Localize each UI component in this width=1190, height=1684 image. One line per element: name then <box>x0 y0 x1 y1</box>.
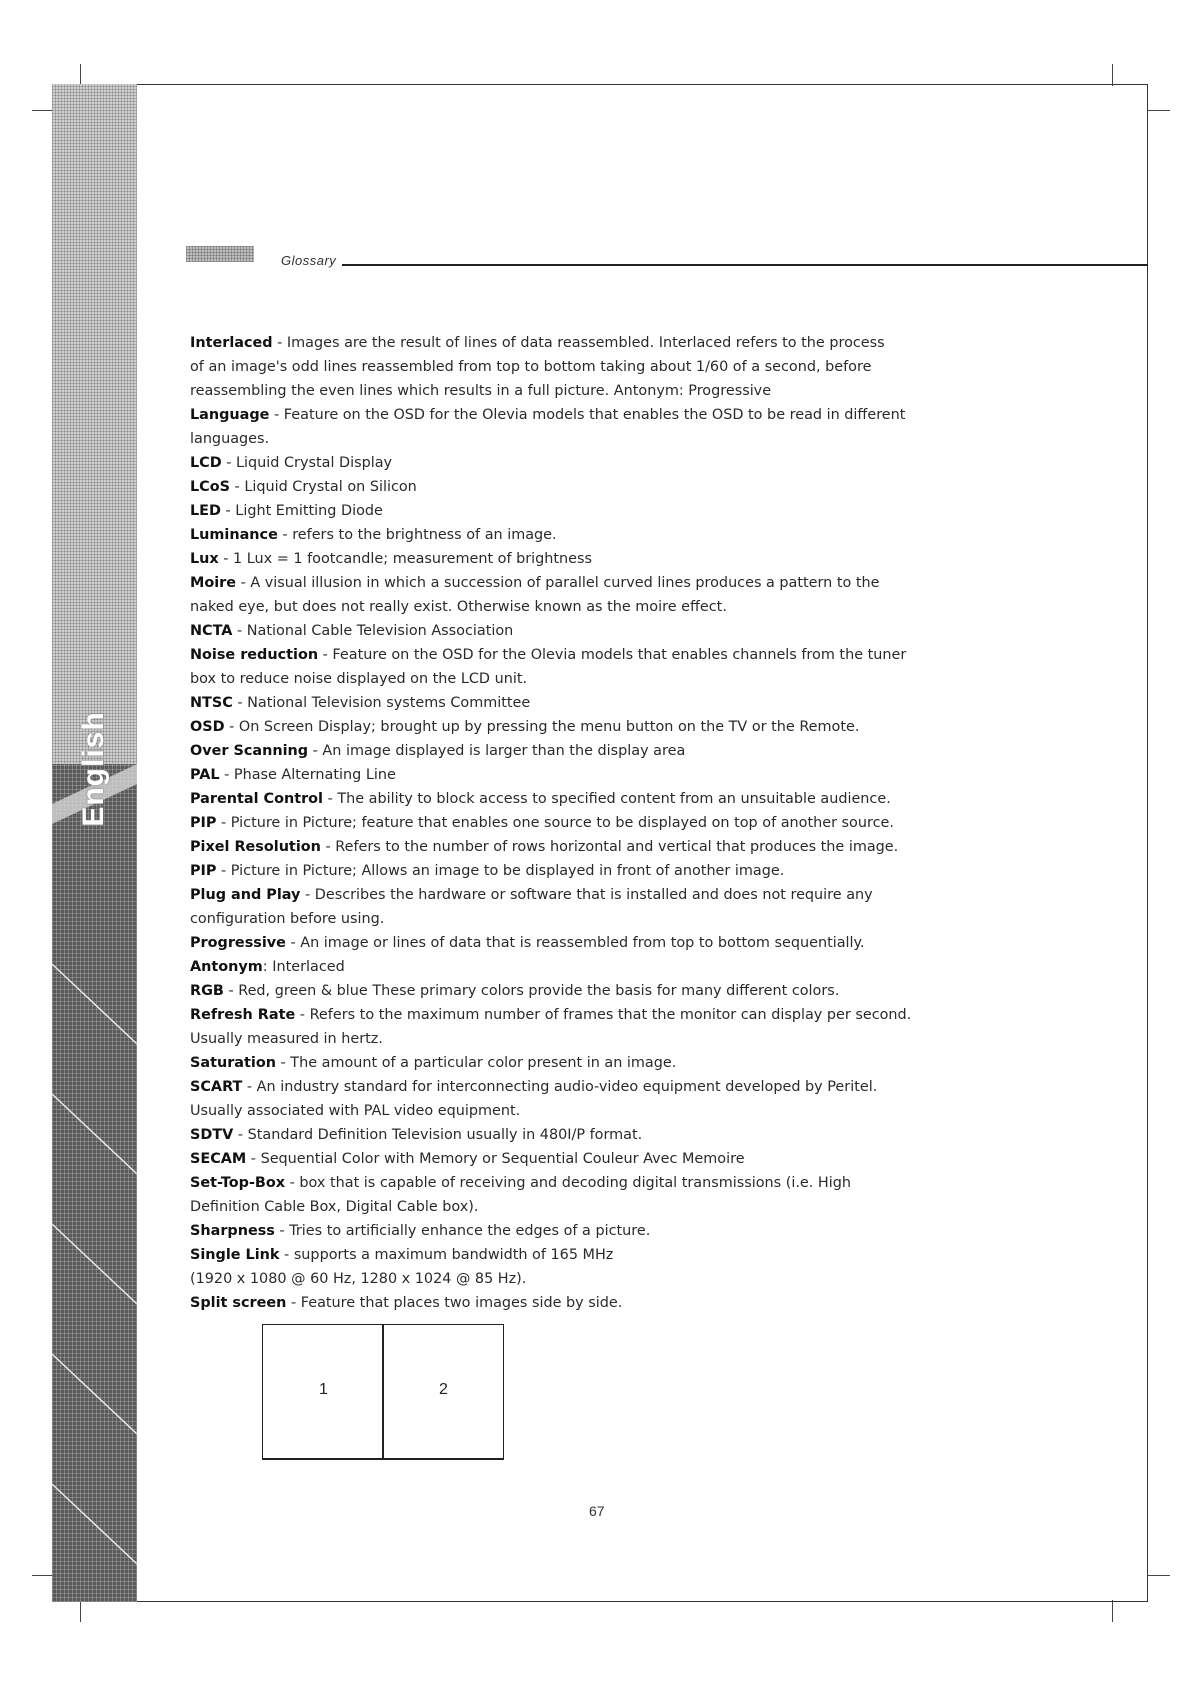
glossary-entry <box>190 451 1010 475</box>
glossary-separator: - <box>219 767 234 783</box>
glossary-list <box>190 331 1010 1315</box>
header-rule <box>342 264 1148 266</box>
glossary-definition-continued: Usually associated with PAL video equipment. <box>190 1103 521 1119</box>
glossary-separator: - <box>295 1007 310 1023</box>
glossary-definition: An image or lines of data that is reassembled from top to bottom sequentially. <box>300 935 865 951</box>
glossary-separator: - <box>229 479 245 495</box>
glossary-definition: Phase Alternating Line <box>233 767 396 783</box>
glossary-separator: - <box>216 815 231 831</box>
glossary-definition-continued: languages. <box>190 431 270 447</box>
glossary-separator: - <box>277 527 293 543</box>
glossary-definition: Picture in Picture; feature that enables one source to be displayed on top of another source. <box>230 815 894 831</box>
glossary-term: OSD <box>190 719 225 735</box>
glossary-definition: box that is capable of receiving and decoding digital transmissions (i.e. High <box>299 1175 851 1191</box>
glossary-separator: : <box>262 959 273 975</box>
glossary-term: Antonym <box>190 959 263 975</box>
glossary-term: LCD <box>190 455 222 471</box>
glossary-definition: Tries to artificially enhance the edges of a picture. <box>289 1223 651 1239</box>
crop-mark <box>1148 110 1170 111</box>
glossary-definition: supports a maximum bandwidth of 165 MHz <box>293 1247 614 1263</box>
glossary-entry <box>190 979 1010 1003</box>
glossary-definition: Refers to the maximum number of frames that the monitor can display per second. <box>309 1007 912 1023</box>
glossary-term: Interlaced <box>190 335 273 351</box>
glossary-entry <box>190 859 1010 883</box>
section-title: Glossary <box>281 253 337 268</box>
glossary-entry <box>190 331 1010 403</box>
glossary-entry <box>190 1171 1010 1219</box>
glossary-separator: - <box>224 719 239 735</box>
glossary-entry <box>190 1147 1010 1171</box>
split-screen-pane-1-label: 1 <box>319 1381 328 1398</box>
glossary-entry <box>190 1123 1010 1147</box>
glossary-term: Single Link <box>190 1247 280 1263</box>
page-frame-bottom <box>52 1601 1148 1602</box>
glossary-separator: - <box>320 839 336 855</box>
glossary-definition-continued: Usually measured in hertz. <box>190 1031 383 1047</box>
glossary-entry <box>190 1219 1010 1243</box>
glossary-entry <box>190 499 1010 523</box>
glossary-separator: - <box>216 863 231 879</box>
glossary-term: Saturation <box>190 1055 276 1071</box>
glossary-definition: National Television systems Committee <box>247 695 531 711</box>
glossary-separator: - <box>272 335 287 351</box>
crop-mark <box>80 1600 81 1622</box>
glossary-definition: A visual illusion in which a succession of parallel curved lines produces a pattern to the <box>250 575 880 591</box>
glossary-entry <box>190 763 1010 787</box>
glossary-definition: An image displayed is larger than the display area <box>322 743 686 759</box>
glossary-definition: 1 Lux = 1 footcandle; measurement of brightness <box>233 551 593 567</box>
glossary-term: Parental Control <box>190 791 323 807</box>
glossary-term: Language <box>190 407 270 423</box>
glossary-separator: - <box>286 1295 301 1311</box>
side-tab-label: English <box>77 711 110 827</box>
glossary-entry <box>190 1075 1010 1123</box>
glossary-term: RGB <box>190 983 224 999</box>
glossary-separator: - <box>274 1223 290 1239</box>
glossary-definition-continued: Definition Cable Box, Digital Cable box). <box>190 1199 479 1215</box>
glossary-definition: Sequential Color with Memory or Sequential Couleur Avec Memoire <box>260 1151 745 1167</box>
glossary-separator: - <box>220 503 236 519</box>
glossary-term: Moire <box>190 575 236 591</box>
glossary-definition: Feature on the OSD for the Olevia models that enables the OSD to be read in different <box>283 407 906 423</box>
glossary-term: Plug and Play <box>190 887 301 903</box>
crop-mark <box>1112 64 1113 86</box>
crop-mark <box>32 110 54 111</box>
glossary-entry <box>190 1243 1010 1291</box>
glossary-definition-continued: reassembling the even lines which results in a full picture. Antonym: Progressive <box>190 383 772 399</box>
glossary-separator: - <box>232 623 247 639</box>
glossary-entry <box>190 547 1010 571</box>
glossary-definition: Feature on the OSD for the Olevia models that enables channels from the tuner <box>332 647 907 663</box>
glossary-separator: - <box>232 695 248 711</box>
glossary-entry <box>190 475 1010 499</box>
glossary-definition: Picture in Picture; Allows an image to be displayed in front of another image. <box>230 863 785 879</box>
glossary-separator: - <box>308 743 323 759</box>
glossary-entry <box>190 787 1010 811</box>
glossary-term: Noise reduction <box>190 647 319 663</box>
glossary-entry <box>190 955 1010 979</box>
glossary-entry <box>190 835 1010 859</box>
glossary-entry <box>190 403 1010 451</box>
glossary-definition: Refers to the number of rows horizontal and vertical that produces the image. <box>335 839 899 855</box>
glossary-separator: - <box>236 575 251 591</box>
glossary-entry <box>190 643 1010 691</box>
glossary-term: SCART <box>190 1079 243 1095</box>
glossary-separator: - <box>269 407 284 423</box>
glossary-entry <box>190 1003 1010 1051</box>
glossary-definition: Images are the result of lines of data reassembled. Interlaced refers to the process <box>286 335 885 351</box>
glossary-entry <box>190 883 1010 931</box>
glossary-term: PAL <box>190 767 220 783</box>
glossary-separator: - <box>233 1127 248 1143</box>
split-screen-divider <box>382 1325 384 1458</box>
header-pattern-block <box>186 246 254 262</box>
glossary-entry <box>190 1291 1010 1315</box>
glossary-term: Sharpness <box>190 1223 275 1239</box>
glossary-separator: - <box>218 551 234 567</box>
glossary-term: SECAM <box>190 1151 247 1167</box>
glossary-separator: - <box>275 1055 291 1071</box>
glossary-definition: National Cable Television Association <box>246 623 514 639</box>
glossary-definition-continued: (1920 x 1080 @ 60 Hz, 1280 x 1024 @ 85 Hz). <box>190 1271 527 1287</box>
language-side-tab <box>52 84 137 1602</box>
glossary-term: Pixel Resolution <box>190 839 321 855</box>
glossary-term: Split screen <box>190 1295 287 1311</box>
glossary-term: NCTA <box>190 623 233 639</box>
glossary-definition: Standard Definition Television usually in 480I/P format. <box>247 1127 643 1143</box>
glossary-entry <box>190 571 1010 619</box>
glossary-separator: - <box>242 1079 257 1095</box>
glossary-definition-continued: of an image's odd lines reassembled from top to bottom taking about 1/60 of a second, before <box>190 359 872 375</box>
glossary-definition: Liquid Crystal on Silicon <box>244 479 417 495</box>
split-screen-diagram <box>262 1324 504 1460</box>
glossary-definition: The ability to block access to specified content from an unsuitable audience. <box>337 791 891 807</box>
glossary-definition: Red, green & blue These primary colors provide the basis for many different colors. <box>238 983 840 999</box>
glossary-definition: Describes the hardware or software that is installed and does not require any <box>314 887 873 903</box>
glossary-definition-continued: box to reduce noise displayed on the LCD unit. <box>190 671 528 687</box>
crop-mark <box>1112 1600 1113 1622</box>
glossary-term: PIP <box>190 863 217 879</box>
glossary-separator: - <box>285 1175 300 1191</box>
glossary-entry <box>190 931 1010 955</box>
glossary-definition: Feature that places two images side by side. <box>300 1295 623 1311</box>
glossary-entry <box>190 1051 1010 1075</box>
glossary-separator: - <box>323 791 338 807</box>
glossary-term: PIP <box>190 815 217 831</box>
page-frame-right <box>1147 84 1148 1602</box>
glossary-term: LCoS <box>190 479 230 495</box>
side-tab-diagonal-pattern <box>52 84 137 1602</box>
glossary-definition: Interlaced <box>272 959 345 975</box>
glossary-separator: - <box>300 887 315 903</box>
glossary-entry <box>190 739 1010 763</box>
glossary-entry <box>190 811 1010 835</box>
glossary-entry <box>190 715 1010 739</box>
crop-mark <box>80 64 81 86</box>
split-screen-pane-2-label: 2 <box>439 1381 448 1398</box>
glossary-term: Refresh Rate <box>190 1007 296 1023</box>
glossary-definition-continued: configuration before using. <box>190 911 385 927</box>
glossary-definition: Light Emitting Diode <box>235 503 383 519</box>
page-frame-top <box>52 84 1148 85</box>
glossary-definition: The amount of a particular color present in an image. <box>290 1055 677 1071</box>
crop-mark <box>32 1575 54 1576</box>
glossary-definition: refers to the brightness of an image. <box>292 527 557 543</box>
glossary-term: Set-Top-Box <box>190 1175 286 1191</box>
glossary-entry <box>190 523 1010 547</box>
glossary-separator: - <box>221 455 237 471</box>
glossary-entry <box>190 691 1010 715</box>
glossary-term: SDTV <box>190 1127 234 1143</box>
glossary-entry <box>190 619 1010 643</box>
glossary-term: Progressive <box>190 935 286 951</box>
glossary-term: LED <box>190 503 221 519</box>
glossary-separator: - <box>285 935 301 951</box>
glossary-term: Luminance <box>190 527 278 543</box>
glossary-separator: - <box>223 983 239 999</box>
glossary-separator: - <box>318 647 333 663</box>
glossary-definition: On Screen Display; brought up by pressing the menu button on the TV or the Remote. <box>238 719 860 735</box>
glossary-definition: Liquid Crystal Display <box>236 455 393 471</box>
crop-mark <box>1148 1575 1170 1576</box>
page-number: 67 <box>589 1503 605 1519</box>
glossary-definition-continued: naked eye, but does not really exist. Otherwise known as the moire effect. <box>190 599 727 615</box>
glossary-term: NTSC <box>190 695 233 711</box>
glossary-definition: An industry standard for interconnecting audio-video equipment developed by Peritel. <box>256 1079 878 1095</box>
glossary-term: Lux <box>190 551 219 567</box>
glossary-separator: - <box>279 1247 294 1263</box>
glossary-separator: - <box>246 1151 261 1167</box>
glossary-term: Over Scanning <box>190 743 309 759</box>
